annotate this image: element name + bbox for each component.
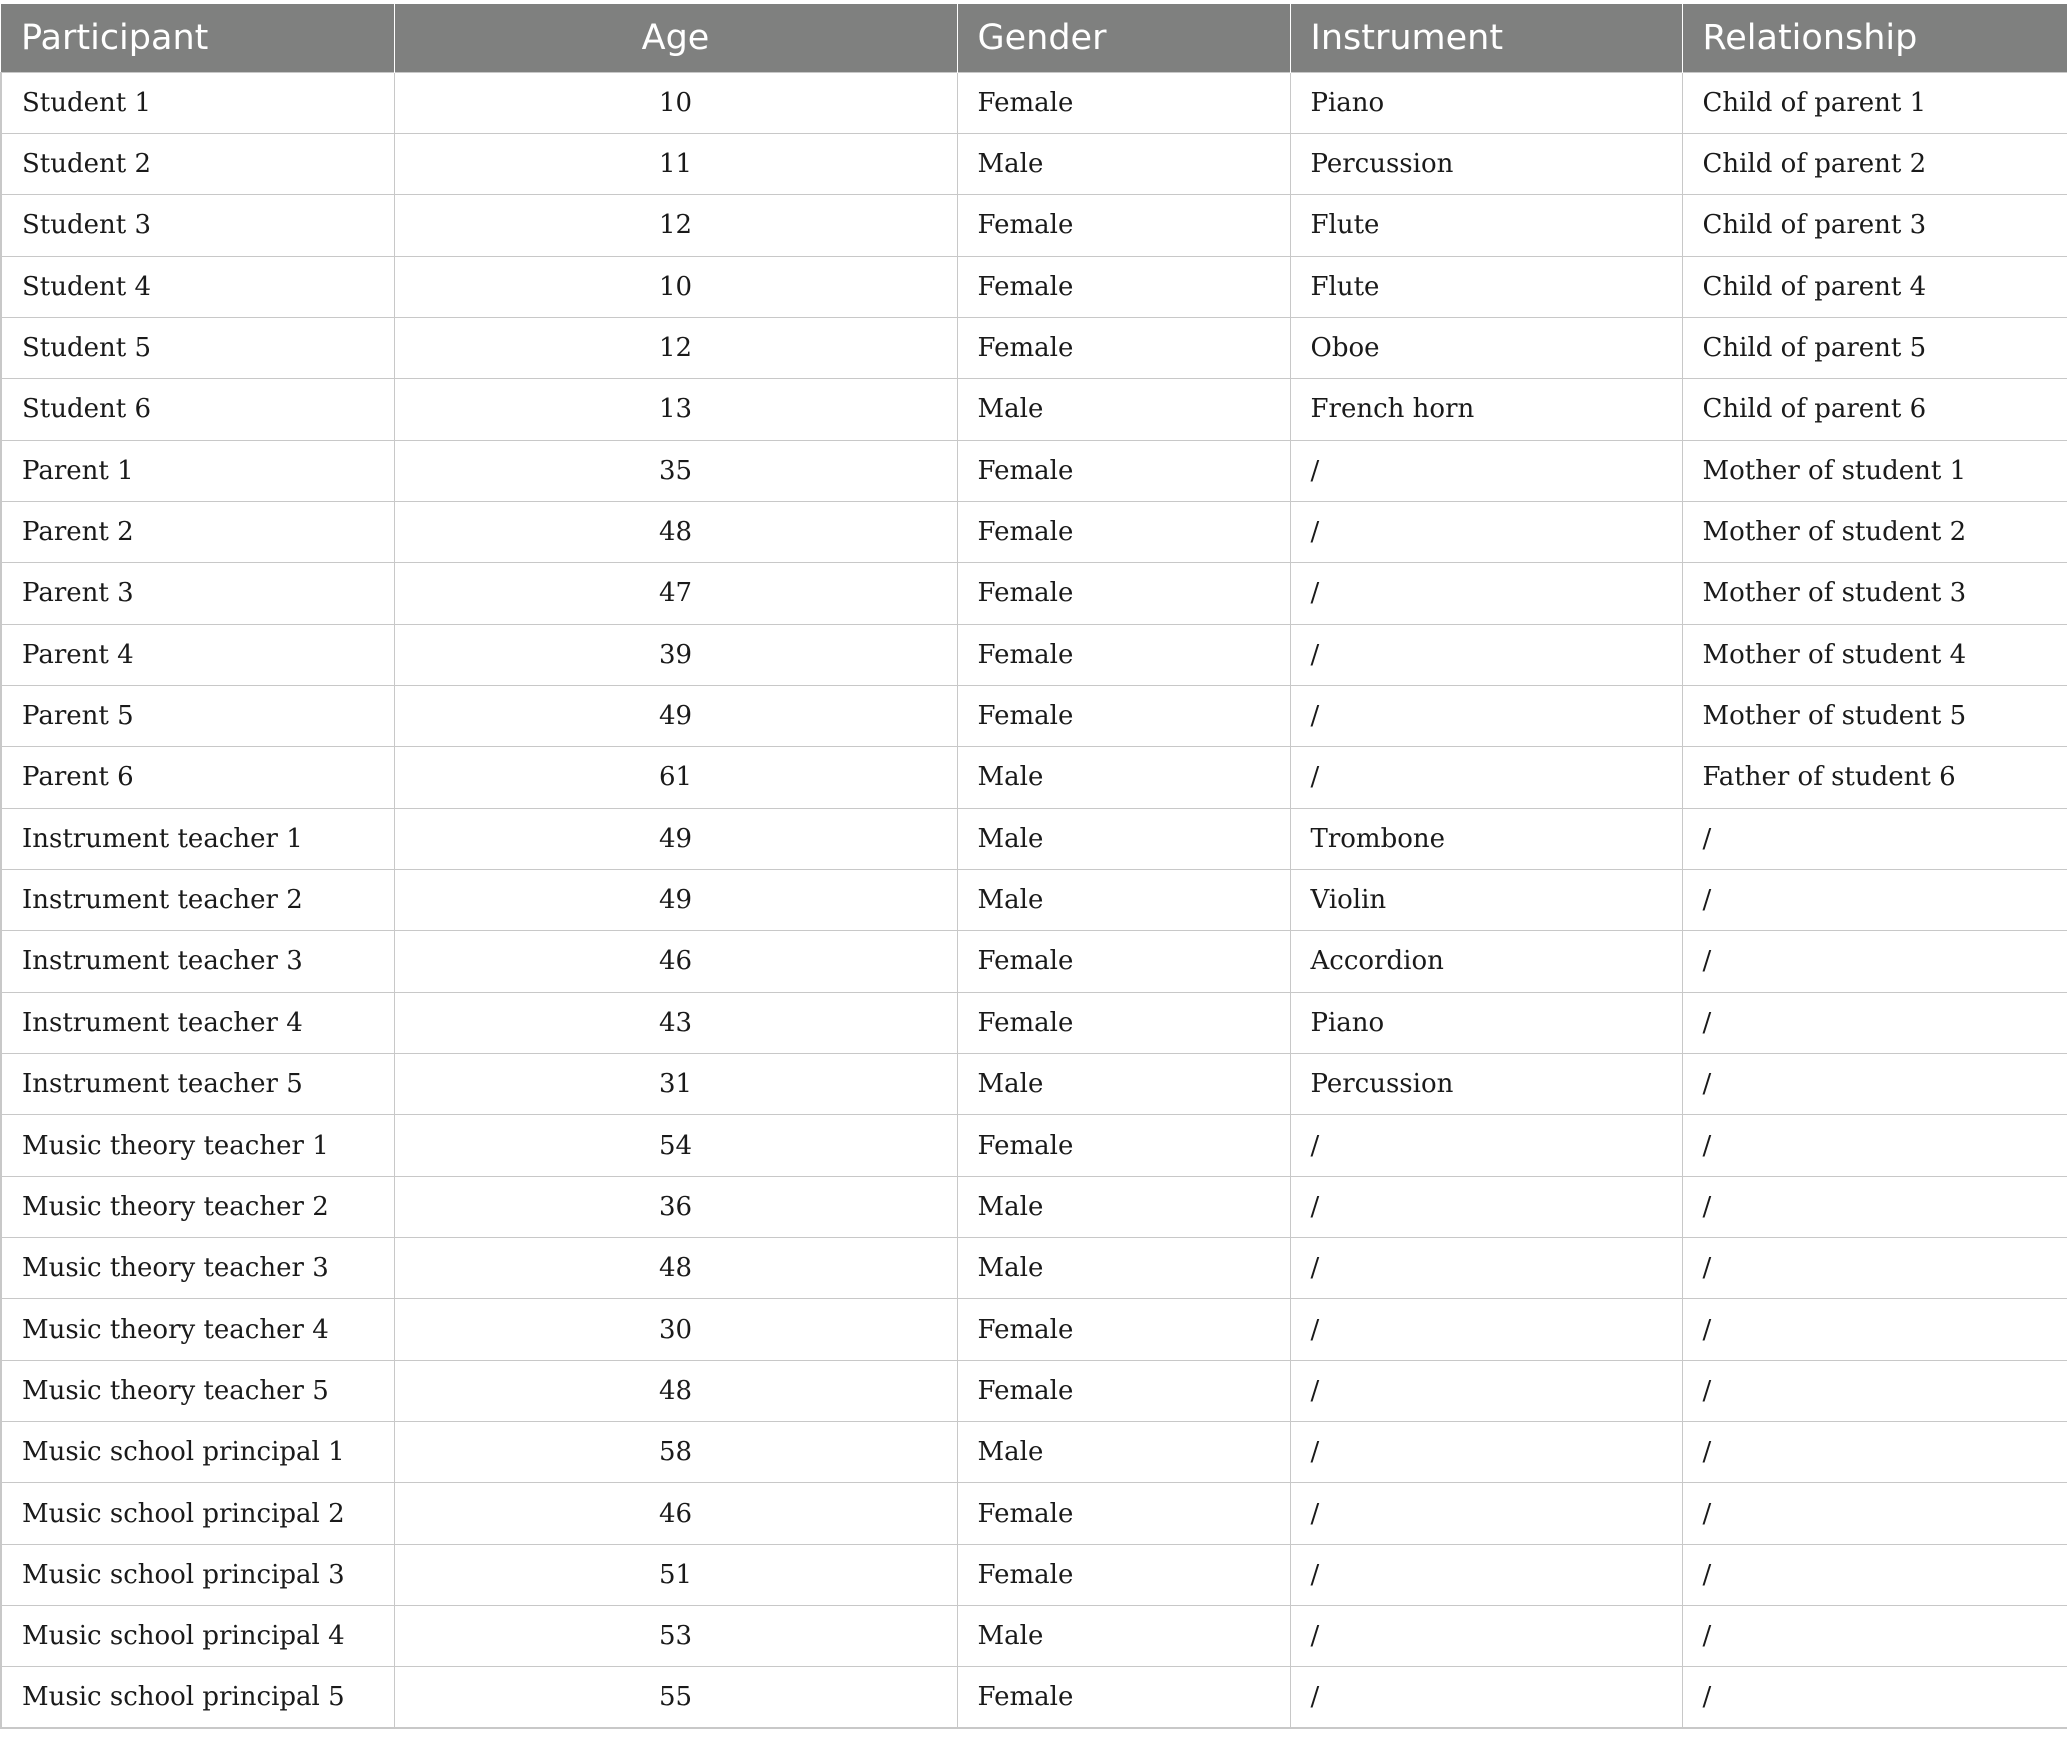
cell-age: 48 [394,1238,957,1299]
cell-relationship: Child of parent 4 [1682,256,2067,317]
cell-relationship: Child of parent 5 [1682,317,2067,378]
cell-relationship: / [1682,1483,2067,1544]
cell-relationship: / [1682,1544,2067,1605]
cell-gender: Male [957,747,1290,808]
cell-instrument: / [1290,1238,1682,1299]
participants-table [0,4,2067,1729]
cell-relationship: / [1682,1299,2067,1360]
cell-age: 47 [394,563,957,624]
cell-instrument: / [1290,1115,1682,1176]
cell-gender: Male [957,1238,1290,1299]
cell-participant: Music school principal 1 [1,1422,394,1483]
cell-age: 13 [394,379,957,440]
cell-age: 48 [394,501,957,562]
cell-instrument: / [1290,1360,1682,1421]
cell-instrument: Percussion [1290,133,1682,194]
table-row [1,1667,2067,1728]
table-row [1,501,2067,562]
cell-participant: Student 1 [1,72,394,133]
table-row [1,440,2067,501]
cell-gender: Female [957,563,1290,624]
cell-instrument: Flute [1290,256,1682,317]
cell-participant: Parent 3 [1,563,394,624]
cell-relationship: Child of parent 3 [1682,195,2067,256]
cell-age: 12 [394,195,957,256]
cell-relationship: Mother of student 4 [1682,624,2067,685]
cell-instrument: / [1290,1483,1682,1544]
cell-participant: Music school principal 5 [1,1667,394,1728]
cell-gender: Female [957,440,1290,501]
cell-gender: Female [957,1360,1290,1421]
cell-relationship: Mother of student 1 [1682,440,2067,501]
cell-relationship: / [1682,1176,2067,1237]
cell-age: 54 [394,1115,957,1176]
cell-age: 36 [394,1176,957,1237]
cell-age: 49 [394,685,957,746]
participants-table-container [0,4,2067,1729]
cell-relationship: / [1682,808,2067,869]
table-row [1,1238,2067,1299]
cell-instrument: / [1290,440,1682,501]
table-row [1,747,2067,808]
cell-gender: Female [957,317,1290,378]
cell-age: 46 [394,931,957,992]
cell-participant: Instrument teacher 3 [1,931,394,992]
table-row [1,1544,2067,1605]
cell-gender: Female [957,685,1290,746]
table-row [1,133,2067,194]
cell-relationship: / [1682,1238,2067,1299]
cell-age: 10 [394,72,957,133]
cell-participant: Parent 1 [1,440,394,501]
cell-participant: Music theory teacher 2 [1,1176,394,1237]
cell-instrument: / [1290,1667,1682,1728]
cell-gender: Female [957,931,1290,992]
cell-relationship: Child of parent 6 [1682,379,2067,440]
table-row [1,685,2067,746]
table-row [1,1299,2067,1360]
cell-gender: Female [957,72,1290,133]
table-row [1,256,2067,317]
cell-age: 49 [394,869,957,930]
cell-gender: Male [957,133,1290,194]
cell-gender: Male [957,1176,1290,1237]
cell-participant: Music school principal 3 [1,1544,394,1605]
header-participant: Participant [1,4,394,72]
cell-age: 11 [394,133,957,194]
cell-participant: Music school principal 2 [1,1483,394,1544]
cell-participant: Student 2 [1,133,394,194]
cell-participant: Parent 6 [1,747,394,808]
cell-instrument: Flute [1290,195,1682,256]
table-row [1,563,2067,624]
cell-age: 46 [394,1483,957,1544]
cell-instrument: / [1290,1606,1682,1667]
cell-participant: Parent 2 [1,501,394,562]
table-row [1,1606,2067,1667]
cell-relationship: Mother of student 2 [1682,501,2067,562]
cell-participant: Instrument teacher 1 [1,808,394,869]
cell-relationship: / [1682,1054,2067,1115]
cell-relationship: Father of student 6 [1682,747,2067,808]
cell-relationship: / [1682,1422,2067,1483]
cell-age: 51 [394,1544,957,1605]
cell-participant: Music theory teacher 4 [1,1299,394,1360]
cell-instrument: / [1290,501,1682,562]
cell-age: 39 [394,624,957,685]
cell-participant: Parent 4 [1,624,394,685]
cell-age: 58 [394,1422,957,1483]
cell-participant: Student 6 [1,379,394,440]
cell-relationship: Mother of student 3 [1682,563,2067,624]
cell-instrument: French horn [1290,379,1682,440]
cell-participant: Music theory teacher 1 [1,1115,394,1176]
cell-participant: Student 5 [1,317,394,378]
cell-gender: Female [957,1667,1290,1728]
cell-gender: Male [957,1422,1290,1483]
cell-instrument: Violin [1290,869,1682,930]
cell-participant: Music theory teacher 5 [1,1360,394,1421]
cell-relationship: / [1682,931,2067,992]
cell-gender: Female [957,992,1290,1053]
cell-relationship: / [1682,992,2067,1053]
cell-age: 12 [394,317,957,378]
table-row [1,1483,2067,1544]
cell-participant: Music theory teacher 3 [1,1238,394,1299]
table-row [1,1054,2067,1115]
header-instrument: Instrument [1290,4,1682,72]
table-row [1,317,2067,378]
cell-gender: Male [957,1054,1290,1115]
table-header [1,4,2067,72]
cell-age: 30 [394,1299,957,1360]
cell-instrument: / [1290,563,1682,624]
cell-age: 55 [394,1667,957,1728]
table-row [1,869,2067,930]
header-gender: Gender [957,4,1290,72]
cell-instrument: / [1290,1176,1682,1237]
cell-age: 35 [394,440,957,501]
cell-instrument: Accordion [1290,931,1682,992]
cell-instrument: / [1290,685,1682,746]
cell-participant: Music school principal 4 [1,1606,394,1667]
cell-instrument: Percussion [1290,1054,1682,1115]
cell-age: 43 [394,992,957,1053]
cell-relationship: / [1682,1360,2067,1421]
table-row [1,931,2067,992]
cell-age: 49 [394,808,957,869]
cell-gender: Male [957,808,1290,869]
cell-gender: Female [957,1115,1290,1176]
cell-relationship: Child of parent 2 [1682,133,2067,194]
cell-gender: Male [957,379,1290,440]
cell-participant: Student 3 [1,195,394,256]
table-row [1,1115,2067,1176]
table-row [1,1176,2067,1237]
cell-instrument: / [1290,624,1682,685]
cell-instrument: Piano [1290,72,1682,133]
cell-instrument: / [1290,1422,1682,1483]
table-row [1,72,2067,133]
table-row [1,624,2067,685]
cell-age: 10 [394,256,957,317]
cell-gender: Female [957,1544,1290,1605]
cell-age: 31 [394,1054,957,1115]
cell-instrument: Oboe [1290,317,1682,378]
cell-relationship: / [1682,1606,2067,1667]
cell-age: 48 [394,1360,957,1421]
cell-participant: Student 4 [1,256,394,317]
cell-participant: Instrument teacher 5 [1,1054,394,1115]
cell-gender: Female [957,256,1290,317]
cell-gender: Female [957,501,1290,562]
cell-relationship: / [1682,869,2067,930]
cell-age: 53 [394,1606,957,1667]
header-age: Age [394,4,957,72]
cell-instrument: / [1290,1544,1682,1605]
cell-instrument: Trombone [1290,808,1682,869]
cell-participant: Parent 5 [1,685,394,746]
cell-instrument: / [1290,747,1682,808]
cell-relationship: Mother of student 5 [1682,685,2067,746]
cell-relationship: / [1682,1115,2067,1176]
cell-instrument: / [1290,1299,1682,1360]
table-row [1,195,2067,256]
cell-gender: Female [957,624,1290,685]
header-row [1,4,2067,72]
cell-gender: Female [957,195,1290,256]
cell-gender: Female [957,1299,1290,1360]
cell-instrument: Piano [1290,992,1682,1053]
cell-participant: Instrument teacher 4 [1,992,394,1053]
cell-relationship: / [1682,1667,2067,1728]
cell-relationship: Child of parent 1 [1682,72,2067,133]
cell-gender: Male [957,1606,1290,1667]
cell-gender: Female [957,1483,1290,1544]
table-body [1,72,2067,1728]
table-row [1,1360,2067,1421]
cell-participant: Instrument teacher 2 [1,869,394,930]
header-relationship: Relationship [1682,4,2067,72]
table-row [1,808,2067,869]
table-row [1,1422,2067,1483]
cell-gender: Male [957,869,1290,930]
table-row [1,992,2067,1053]
cell-age: 61 [394,747,957,808]
table-row [1,379,2067,440]
